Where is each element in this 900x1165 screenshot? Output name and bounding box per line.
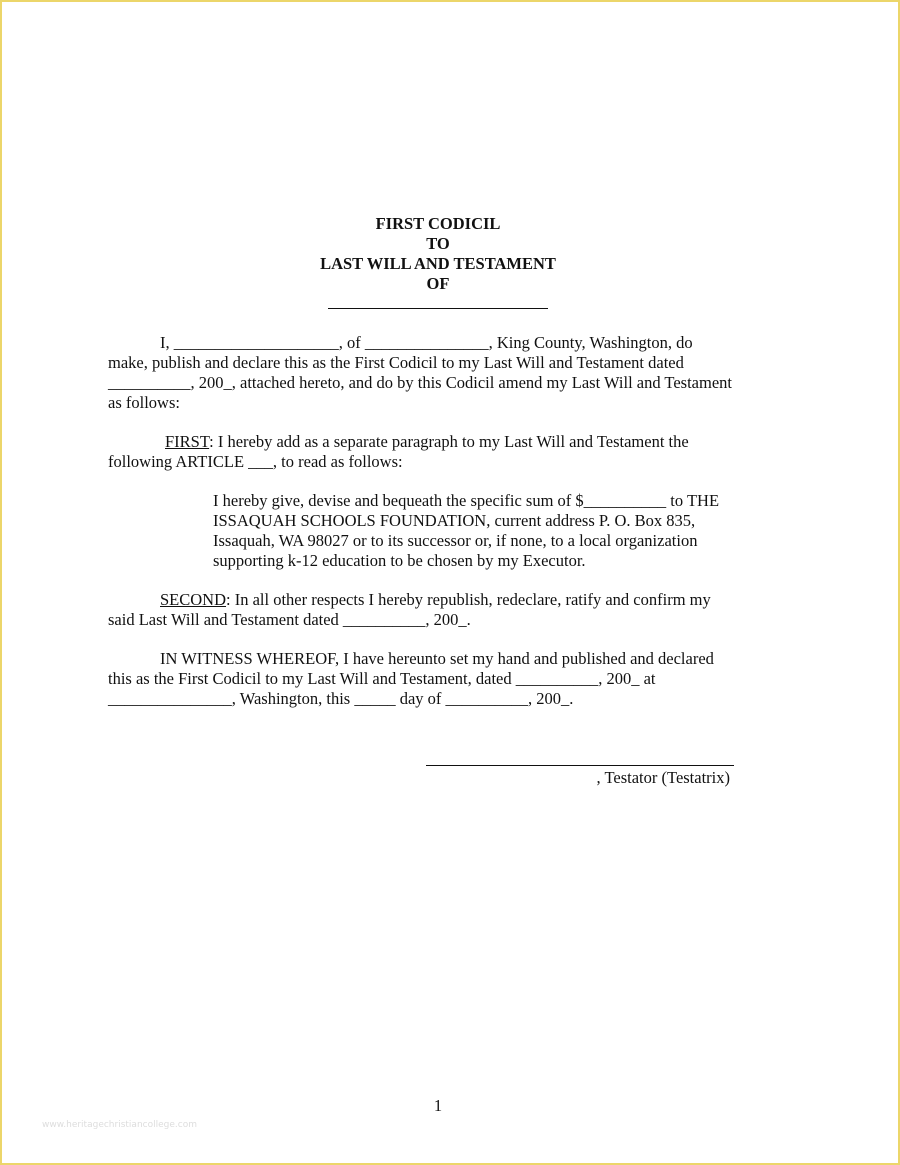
gift-line-4: supporting k-12 education to be chosen by my Executor.	[213, 551, 586, 570]
intro-line-2: make, publish and declare this as the First Codicil to my Last Will and Testament dated	[108, 353, 684, 372]
gift-clause	[213, 491, 773, 571]
title-line-1: FIRST CODICIL	[375, 214, 501, 233]
testator-name-blank	[328, 308, 548, 309]
intro-line-3: __________, 200_, attached hereto, and do by this Codicil amend my Last Will and Testament	[108, 373, 732, 392]
gift-line-1: I hereby give, devise and bequeath the specific sum of $__________ to THE	[213, 491, 720, 510]
second-label: SECOND	[160, 590, 227, 609]
watermark: www.heritagechristiancollege.com	[42, 1120, 197, 1130]
witness-line-1: IN WITNESS WHEREOF, I have hereunto set my hand and published and declared	[160, 649, 714, 668]
second-paragraph	[108, 590, 788, 630]
second-line-1	[108, 590, 788, 610]
witness-line-2: this as the First Codicil to my Last Will and Testament, dated __________, 200_ at	[108, 669, 656, 688]
document-title	[2, 214, 874, 294]
title-line-4: OF	[426, 274, 450, 293]
witness-line-3: _______________, Washington, this _____ day of __________, 200_.	[108, 689, 574, 708]
signature-line	[426, 765, 734, 766]
title-line-3: LAST WILL AND TESTAMENT	[320, 254, 556, 273]
first-line-2: following ARTICLE ___, to read as follows:	[108, 452, 403, 471]
first-paragraph	[108, 432, 788, 472]
first-line-1	[108, 432, 788, 452]
gift-line-2: ISSAQUAH SCHOOLS FOUNDATION, current address P. O. Box 835,	[213, 511, 696, 530]
intro-line-4: as follows:	[108, 393, 180, 412]
second-line-1-text: : In all other respects I hereby republish, redeclare, ratify and confirm my	[226, 590, 711, 609]
witness-paragraph	[108, 649, 788, 709]
page-number: 1	[433, 1096, 443, 1115]
intro-paragraph	[108, 333, 788, 413]
testator-caption: , Testator (Testatrix)	[596, 768, 730, 787]
intro-line-1: I, ____________________, of _______________, King County, Washington, do	[160, 333, 693, 352]
first-label: FIRST	[165, 432, 210, 451]
second-line-2: said Last Will and Testament dated __________, 200_.	[108, 610, 471, 629]
gift-line-3: Issaquah, WA 98027 or to its successor or, if none, to a local organization	[213, 531, 698, 550]
title-line-2: TO	[426, 234, 450, 253]
first-line-1-text: : I hereby add as a separate paragraph to my Last Will and Testament the	[209, 432, 689, 451]
